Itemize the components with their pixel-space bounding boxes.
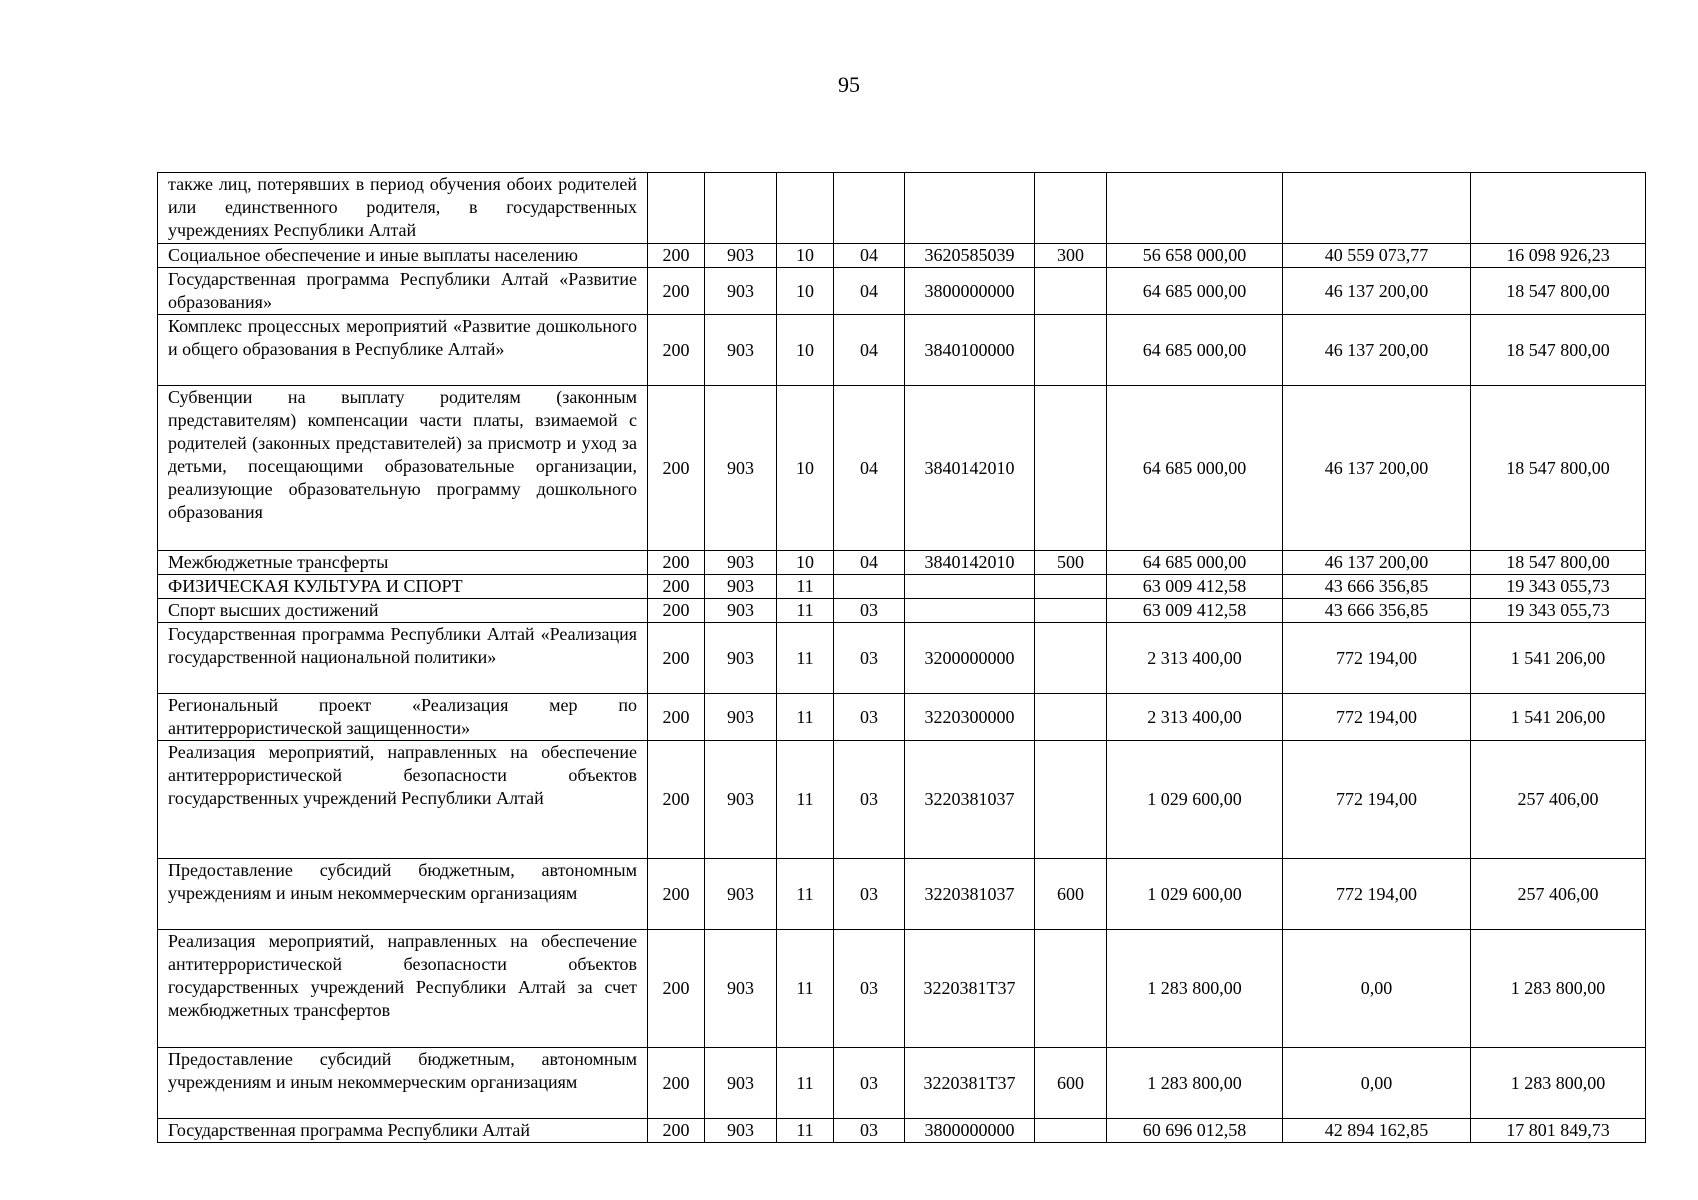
- section-code-cell: 200: [648, 859, 705, 930]
- row-name-cell: Государственная программа Республики Алтай: [158, 1119, 648, 1143]
- remaining-amount-cell: 19 343 055,73: [1471, 599, 1646, 623]
- executed-amount-cell: 772 194,00: [1283, 741, 1471, 859]
- row-name-cell: Социальное обеспечение и иные выплаты населению: [158, 244, 648, 268]
- executed-amount-cell: 46 137 200,00: [1283, 268, 1471, 315]
- chapter-code-cell: 11: [777, 623, 834, 694]
- target-article-code-cell: 3220381037: [905, 741, 1035, 859]
- expense-type-code-cell: 500: [1035, 551, 1107, 575]
- budget-table: [157, 172, 1646, 1143]
- ministry-code-cell: 903: [705, 930, 777, 1048]
- table-row: [158, 575, 1646, 599]
- planned-amount-cell: [1107, 173, 1283, 244]
- section-code-cell: 200: [648, 930, 705, 1048]
- chapter-code-cell: 10: [777, 268, 834, 315]
- table-row: [158, 268, 1646, 315]
- subchapter-code-cell: [834, 173, 905, 244]
- chapter-code-cell: 11: [777, 599, 834, 623]
- row-name-cell: ФИЗИЧЕСКАЯ КУЛЬТУРА И СПОРТ: [158, 575, 648, 599]
- remaining-amount-cell: 18 547 800,00: [1471, 551, 1646, 575]
- planned-amount-cell: 1 029 600,00: [1107, 741, 1283, 859]
- section-code-cell: 200: [648, 268, 705, 315]
- chapter-code-cell: [777, 173, 834, 244]
- chapter-code-cell: 11: [777, 741, 834, 859]
- planned-amount-cell: 56 658 000,00: [1107, 244, 1283, 268]
- target-article-code-cell: 3800000000: [905, 1119, 1035, 1143]
- ministry-code-cell: 903: [705, 694, 777, 741]
- table-row: [158, 315, 1646, 386]
- executed-amount-cell: 46 137 200,00: [1283, 315, 1471, 386]
- executed-amount-cell: 40 559 073,77: [1283, 244, 1471, 268]
- subchapter-code-cell: 03: [834, 1048, 905, 1119]
- executed-amount-cell: 772 194,00: [1283, 694, 1471, 741]
- section-code-cell: 200: [648, 386, 705, 551]
- table-row: [158, 244, 1646, 268]
- remaining-amount-cell: 257 406,00: [1471, 859, 1646, 930]
- planned-amount-cell: 2 313 400,00: [1107, 623, 1283, 694]
- section-code-cell: 200: [648, 1119, 705, 1143]
- section-code-cell: 200: [648, 315, 705, 386]
- ministry-code-cell: 903: [705, 268, 777, 315]
- remaining-amount-cell: 257 406,00: [1471, 741, 1646, 859]
- subchapter-code-cell: 04: [834, 268, 905, 315]
- table-row: [158, 599, 1646, 623]
- ministry-code-cell: 903: [705, 1119, 777, 1143]
- planned-amount-cell: 64 685 000,00: [1107, 551, 1283, 575]
- expense-type-code-cell: 300: [1035, 244, 1107, 268]
- subchapter-code-cell: 04: [834, 386, 905, 551]
- ministry-code-cell: 903: [705, 741, 777, 859]
- executed-amount-cell: 43 666 356,85: [1283, 575, 1471, 599]
- chapter-code-cell: 11: [777, 930, 834, 1048]
- chapter-code-cell: 10: [777, 551, 834, 575]
- ministry-code-cell: 903: [705, 1048, 777, 1119]
- ministry-code-cell: 903: [705, 575, 777, 599]
- planned-amount-cell: 60 696 012,58: [1107, 1119, 1283, 1143]
- subchapter-code-cell: 04: [834, 244, 905, 268]
- section-code-cell: 200: [648, 599, 705, 623]
- table-row: [158, 173, 1646, 244]
- subchapter-code-cell: 04: [834, 315, 905, 386]
- row-name-cell: Предоставление субсидий бюджетным, автономным учреждениям и иным некоммерческим организациям: [158, 859, 648, 930]
- remaining-amount-cell: 18 547 800,00: [1471, 386, 1646, 551]
- executed-amount-cell: 0,00: [1283, 930, 1471, 1048]
- ministry-code-cell: 903: [705, 315, 777, 386]
- remaining-amount-cell: 17 801 849,73: [1471, 1119, 1646, 1143]
- planned-amount-cell: 1 029 600,00: [1107, 859, 1283, 930]
- table-row: [158, 1048, 1646, 1119]
- target-article-code-cell: 3800000000: [905, 268, 1035, 315]
- section-code-cell: 200: [648, 623, 705, 694]
- row-name-cell: Субвенции на выплату родителям (законным представителям) компенсации части платы, взимаемой с родителей (законных представителей) за присмотр и уход за детьми, посещающими образовательные организации, реализующие образовательную программу дошкольного образования: [158, 386, 648, 551]
- target-article-code-cell: [905, 599, 1035, 623]
- section-code-cell: 200: [648, 575, 705, 599]
- chapter-code-cell: 11: [777, 694, 834, 741]
- target-article-code-cell: 3220381Т37: [905, 930, 1035, 1048]
- expense-type-code-cell: [1035, 315, 1107, 386]
- expense-type-code-cell: [1035, 575, 1107, 599]
- remaining-amount-cell: 1 283 800,00: [1471, 930, 1646, 1048]
- expense-type-code-cell: [1035, 268, 1107, 315]
- planned-amount-cell: 63 009 412,58: [1107, 575, 1283, 599]
- table-row: [158, 859, 1646, 930]
- ministry-code-cell: 903: [705, 623, 777, 694]
- chapter-code-cell: 11: [777, 1048, 834, 1119]
- target-article-code-cell: 3840100000: [905, 315, 1035, 386]
- row-name-cell: Реализация мероприятий, направленных на обеспечение антитеррористической безопасности объектов государственных учреждений Республики Алтай за счет межбюджетных трансфертов: [158, 930, 648, 1048]
- row-name-cell: также лиц, потерявших в период обучения обоих родителей или единственного родителя, в государственных учреждениях Республики Алтай: [158, 173, 648, 244]
- chapter-code-cell: 10: [777, 386, 834, 551]
- table-row: [158, 741, 1646, 859]
- section-code-cell: [648, 173, 705, 244]
- table-row: [158, 930, 1646, 1048]
- page-number: 95: [838, 72, 860, 97]
- table-row: [158, 694, 1646, 741]
- planned-amount-cell: 1 283 800,00: [1107, 930, 1283, 1048]
- row-name-cell: Государственная программа Республики Алтай «Реализация государственной национальной политики»: [158, 623, 648, 694]
- row-name-cell: Комплекс процессных мероприятий «Развитие дошкольного и общего образования в Республике Алтай»: [158, 315, 648, 386]
- remaining-amount-cell: 1 541 206,00: [1471, 623, 1646, 694]
- remaining-amount-cell: 1 283 800,00: [1471, 1048, 1646, 1119]
- section-code-cell: 200: [648, 741, 705, 859]
- target-article-code-cell: 3200000000: [905, 623, 1035, 694]
- planned-amount-cell: 63 009 412,58: [1107, 599, 1283, 623]
- row-name-cell: Государственная программа Республики Алтай «Развитие образования»: [158, 268, 648, 315]
- subchapter-code-cell: 03: [834, 859, 905, 930]
- row-name-cell: Спорт высших достижений: [158, 599, 648, 623]
- target-article-code-cell: [905, 575, 1035, 599]
- subchapter-code-cell: 03: [834, 694, 905, 741]
- expense-type-code-cell: [1035, 599, 1107, 623]
- ministry-code-cell: 903: [705, 859, 777, 930]
- remaining-amount-cell: 18 547 800,00: [1471, 315, 1646, 386]
- section-code-cell: 200: [648, 694, 705, 741]
- expense-type-code-cell: 600: [1035, 859, 1107, 930]
- subchapter-code-cell: 03: [834, 623, 905, 694]
- executed-amount-cell: 772 194,00: [1283, 859, 1471, 930]
- ministry-code-cell: 903: [705, 244, 777, 268]
- ministry-code-cell: 903: [705, 551, 777, 575]
- target-article-code-cell: 3220300000: [905, 694, 1035, 741]
- subchapter-code-cell: 03: [834, 1119, 905, 1143]
- chapter-code-cell: 11: [777, 859, 834, 930]
- planned-amount-cell: 64 685 000,00: [1107, 315, 1283, 386]
- executed-amount-cell: 46 137 200,00: [1283, 386, 1471, 551]
- table-row: [158, 386, 1646, 551]
- section-code-cell: 200: [648, 551, 705, 575]
- subchapter-code-cell: 04: [834, 551, 905, 575]
- chapter-code-cell: 11: [777, 575, 834, 599]
- executed-amount-cell: 772 194,00: [1283, 623, 1471, 694]
- target-article-code-cell: [905, 173, 1035, 244]
- subchapter-code-cell: 03: [834, 930, 905, 1048]
- executed-amount-cell: 0,00: [1283, 1048, 1471, 1119]
- chapter-code-cell: 11: [777, 1119, 834, 1143]
- subchapter-code-cell: 03: [834, 741, 905, 859]
- target-article-code-cell: 3220381037: [905, 859, 1035, 930]
- subchapter-code-cell: 03: [834, 599, 905, 623]
- chapter-code-cell: 10: [777, 244, 834, 268]
- planned-amount-cell: 1 283 800,00: [1107, 1048, 1283, 1119]
- section-code-cell: 200: [648, 1048, 705, 1119]
- row-name-cell: Межбюджетные трансферты: [158, 551, 648, 575]
- expense-type-code-cell: [1035, 386, 1107, 551]
- expense-type-code-cell: [1035, 694, 1107, 741]
- target-article-code-cell: 3620585039: [905, 244, 1035, 268]
- planned-amount-cell: 64 685 000,00: [1107, 386, 1283, 551]
- expense-type-code-cell: [1035, 623, 1107, 694]
- remaining-amount-cell: 18 547 800,00: [1471, 268, 1646, 315]
- table-row: [158, 623, 1646, 694]
- section-code-cell: 200: [648, 244, 705, 268]
- expense-type-code-cell: [1035, 930, 1107, 1048]
- executed-amount-cell: 43 666 356,85: [1283, 599, 1471, 623]
- subchapter-code-cell: [834, 575, 905, 599]
- table-row: [158, 551, 1646, 575]
- expense-type-code-cell: [1035, 741, 1107, 859]
- remaining-amount-cell: 19 343 055,73: [1471, 575, 1646, 599]
- ministry-code-cell: 903: [705, 386, 777, 551]
- planned-amount-cell: 64 685 000,00: [1107, 268, 1283, 315]
- executed-amount-cell: 46 137 200,00: [1283, 551, 1471, 575]
- ministry-code-cell: 903: [705, 599, 777, 623]
- budget-table-body: [158, 173, 1646, 1143]
- expense-type-code-cell: [1035, 1119, 1107, 1143]
- remaining-amount-cell: 1 541 206,00: [1471, 694, 1646, 741]
- row-name-cell: Реализация мероприятий, направленных на обеспечение антитеррористической безопасности объектов государственных учреждений Республики Алтай: [158, 741, 648, 859]
- row-name-cell: Региональный проект «Реализация мер по антитеррористической защищенности»: [158, 694, 648, 741]
- table-row: [158, 1119, 1646, 1143]
- target-article-code-cell: 3840142010: [905, 386, 1035, 551]
- remaining-amount-cell: 16 098 926,23: [1471, 244, 1646, 268]
- target-article-code-cell: 3840142010: [905, 551, 1035, 575]
- row-name-cell: Предоставление субсидий бюджетным, автономным учреждениям и иным некоммерческим организациям: [158, 1048, 648, 1119]
- ministry-code-cell: [705, 173, 777, 244]
- remaining-amount-cell: [1471, 173, 1646, 244]
- target-article-code-cell: 3220381Т37: [905, 1048, 1035, 1119]
- executed-amount-cell: [1283, 173, 1471, 244]
- chapter-code-cell: 10: [777, 315, 834, 386]
- planned-amount-cell: 2 313 400,00: [1107, 694, 1283, 741]
- expense-type-code-cell: [1035, 173, 1107, 244]
- executed-amount-cell: 42 894 162,85: [1283, 1119, 1471, 1143]
- expense-type-code-cell: 600: [1035, 1048, 1107, 1119]
